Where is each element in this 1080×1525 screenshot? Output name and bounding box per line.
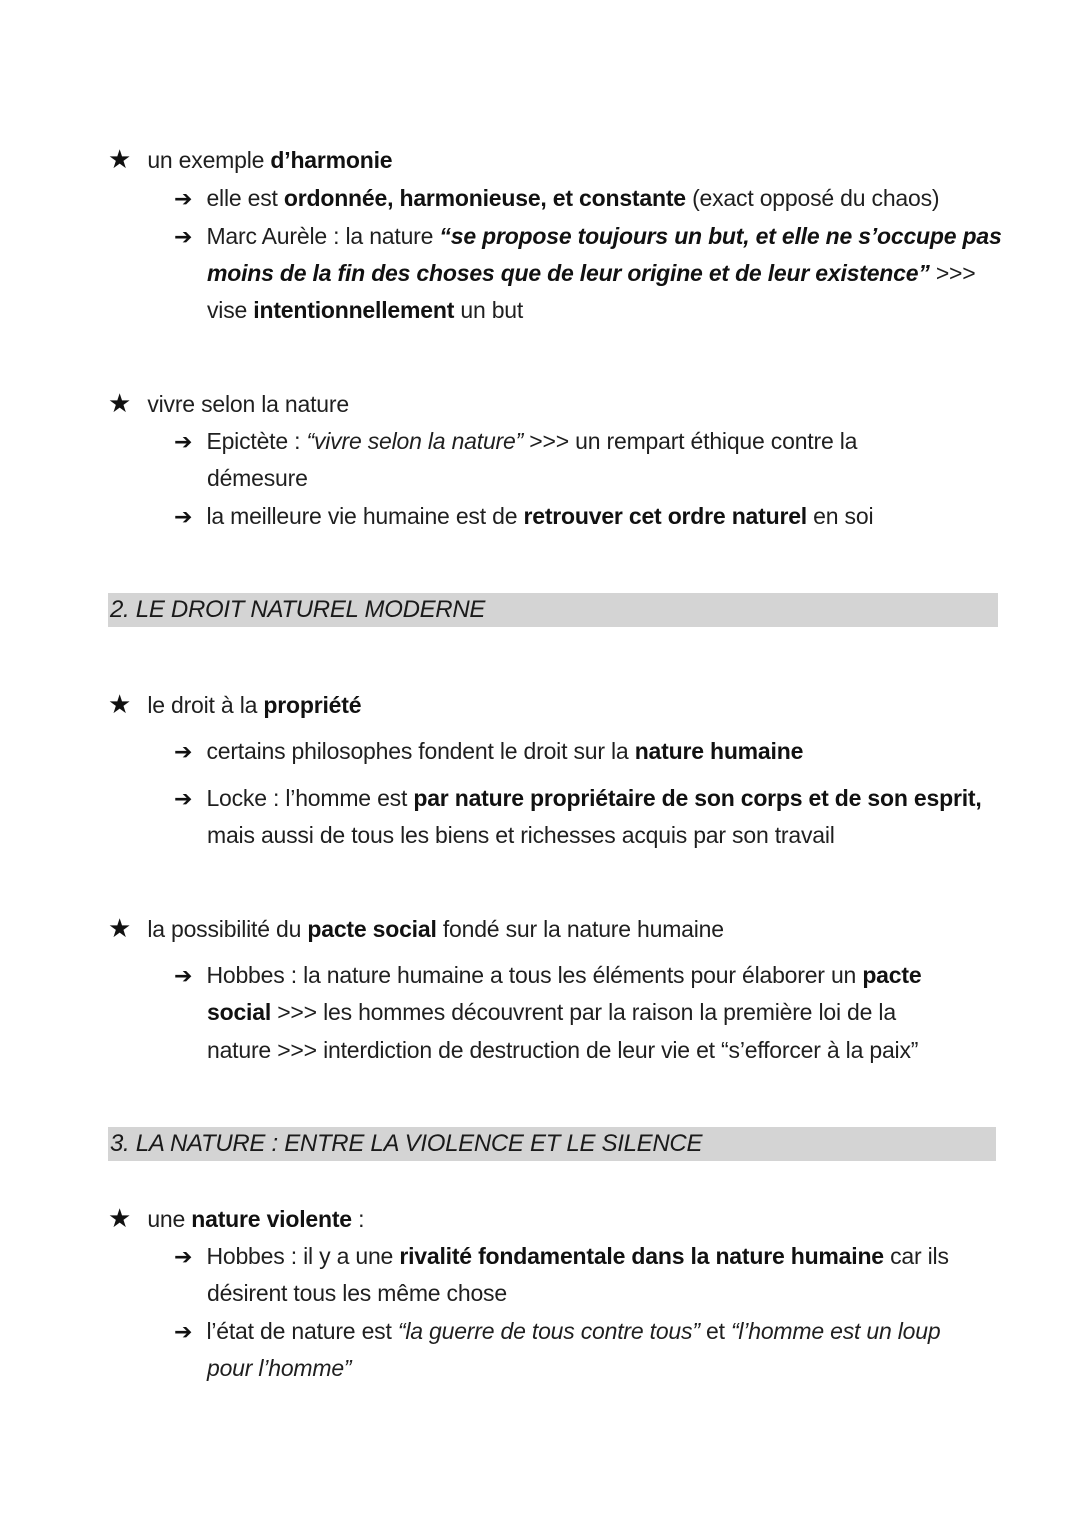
sub-bullet-epictete-cont: démesure [207,465,308,491]
sub-bullet-etat-de-nature-cont: pour l’homme” [207,1355,352,1381]
bullet-vivre-selon-nature: ★ vivre selon la nature [108,388,349,419]
sub-bullet-philosophes: ➔ certains philosophes fondent le droit sur la nature humaine [174,736,803,767]
sub-bullet-hobbes-pacte-cont2: nature >>> interdiction de destruction de leur vie et “s’efforcer à la paix” [207,1037,919,1063]
sub-bullet-meilleure-vie: ➔ la meilleure vie humaine est de retrouver cet ordre naturel en soi [174,501,873,532]
section-heading-droit-naturel: 2. LE DROIT NATUREL MODERNE [108,593,998,627]
sub-bullet-hobbes-rivalite-cont: désirent tous les même chose [207,1280,507,1306]
sub-bullet-marc-aurele-cont: moins de la fin des choses que de leur origine et de leur existence” >>> [207,260,976,286]
sub-bullet-marc-aurele: ➔ Marc Aurèle : la nature “se propose toujours un but, et elle ne s’occupe pas [174,221,1002,252]
sub-bullet-marc-aurele-cont2: vise intentionnellement un but [207,297,524,323]
bullet-nature-violente: ★ une nature violente : [108,1203,364,1234]
sub-bullet-ordonnee: ➔ elle est ordonnée, harmonieuse, et constante (exact opposé du chaos) [174,183,939,214]
sub-bullet-etat-de-nature: ➔ l’état de nature est “la guerre de tous contre tous” et “l’homme est un loup [174,1316,940,1347]
bullet-harmonie: ★ un exemple d’harmonie [108,144,392,175]
sub-bullet-locke-cont: mais aussi de tous les biens et richesses acquis par son travail [207,822,835,848]
sub-bullet-epictete: ➔ Epictète : “vivre selon la nature” >>> un rempart éthique contre la [174,426,857,457]
bullet-pacte-social: ★ la possibilité du pacte social fondé sur la nature humaine [108,913,724,944]
sub-bullet-locke: ➔ Locke : l’homme est par nature propriétaire de son corps et de son esprit, [174,783,982,814]
sub-bullet-hobbes-pacte: ➔ Hobbes : la nature humaine a tous les éléments pour élaborer un pacte [174,960,921,991]
sub-bullet-hobbes-pacte-cont: social >>> les hommes découvrent par la raison la première loi de la [207,999,896,1025]
section-heading-violence-silence: 3. LA NATURE : ENTRE LA VIOLENCE ET LE SILENCE [108,1127,996,1161]
sub-bullet-hobbes-rivalite: ➔ Hobbes : il y a une rivalité fondamentale dans la nature humaine car ils [174,1241,949,1272]
bullet-propriete: ★ le droit à la propriété [108,689,361,720]
